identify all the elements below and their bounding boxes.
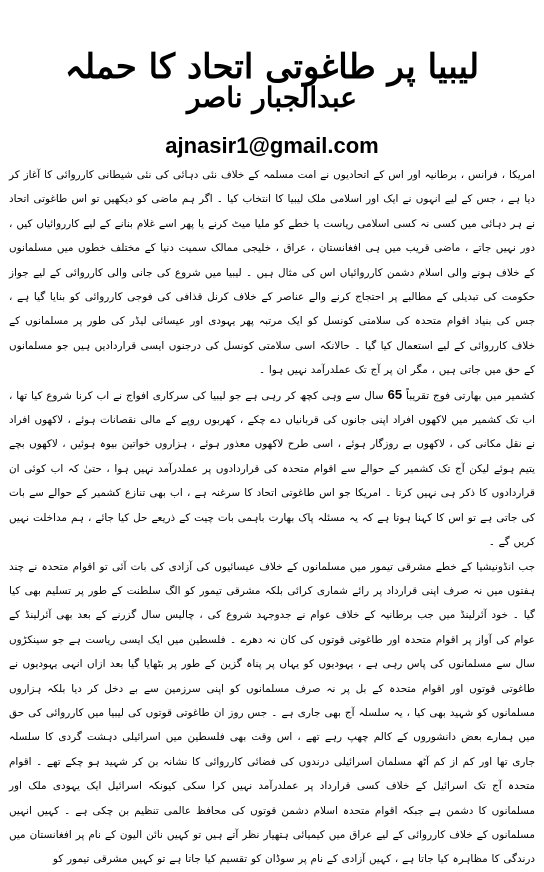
paragraph-2-text: سال سے وہی کچھ کر رہی ہے جو لیبیا کی سرکاری افواج نے اب کرنا شروع کیا تھا ، اب تک کشمیر میں لاکھوں افراد اپنی جانوں کی قربانیاں دے چکے ، کھربوں روپے کے مالی نقصانات ہوئے ، لاکھوں افراد نے نقل مکانی کی ، لاکھوں بے روزگار ہوئے ، اسی طرح لاکھوں معذور ہوئے ، ہزاروں خواتین بیوہ ہوئیں ، لاکھوں بچے یتیم ہوئے لیکن آج تک کشمیر کے حوالے سے اقوام متحدہ کی قراردادوں پر عملدرآمد نہیں ہوا ، حتیٰ کہ اب کوئی ان قراردادوں کا ذکر ہی نہیں کرتا ۔ امریکا جو اس طاغوتی اتحاد کا سرغنہ ہے ، اب بھی تنازع کشمیر کے حوالے سے بات کی جاتی ہے تو اس کا کہنا ہوتا ہے کہ یہ مسئلہ پاک بھارت باہمی بات چیت کے ذریعے حل کیا جائے ، ہم مداخلت نہیں کریں گے ۔ bbox=[9, 389, 535, 549]
paragraph-2 bbox=[9, 383, 535, 555]
author-email: ajnasir1@gmail.com bbox=[165, 133, 379, 158]
author-name: عبدالجبار ناصر bbox=[186, 81, 358, 114]
paragraph-2-prefix: کشمیر میں بھارتی فوج تقریباً bbox=[406, 389, 535, 402]
paragraph-1: امریکا ، فرانس ، برطانیہ اور اس کے اتحادیوں نے امت مسلمہ کے خلاف نئی دہائی کی نئی شیطانی کارروائی کا آغاز کر دیا ہے ، جس کے لیے انہوں نے ایک اور اسلامی ملک لیبیا کا انتخاب کیا ۔ اگر ہم ماضی کو دیکھیں تو اس طاغوتی اتحاد نے ہر دہائی میں کسی نہ کسی اسلامی ریاست یا خطے کو ملیا میٹ کرنے یا پھر اسے غلام بنانے کے لیے کارروائیاں کیں ، دور نہیں جاتے ، ماضی قریب میں ہی افغانستان ، عراق ، خلیجی ممالک سمیت دنیا کے مختلف خطوں میں مسلمانوں کے خلاف ہونے والی اسلام دشمن کارروائیاں اس کی مثال ہیں ۔ لیبیا میں شروع کی جانی والی کارروائی کے لیے جواز حکومت کی تبدیلی کے مطالبے پر احتجاج کرنے والے عناصر کے خلاف کرنل قذافی کی فوجی کارروائی کو بنایا گیا ہے ، جس کی بنیاد اقوام متحدہ کی سلامتی کونسل کو ایک مرتبہ پھر یہودی اور عیسائی لیڈر کی طور پر مسلمانوں کے خلاف کارروائی کے لیے استعمال کیا گیا ۔ حالانکہ اسی سلامتی کونسل کی درجنوں ایسی قراردادیں ہیں جو مسلمانوں کے حق میں جاتی ہیں ، مگر ان پر آج تک عملدرآمد نہیں ہوا ۔ bbox=[9, 169, 535, 377]
article-body bbox=[9, 163, 535, 872]
years-number: 65 bbox=[387, 386, 403, 402]
article-title: لیبیا پر طاغوتی اتحاد کا حملہ bbox=[64, 46, 480, 87]
paragraph-3: جب انڈونیشیا کے خطے مشرقی تیمور میں مسلمانوں کے خلاف عیسائیوں کی آزادی کی بات آئی تو اقوام متحدہ نے چند ہفتوں میں نہ صرف اپنی قرارداد پر رائے شماری کرائی بلکہ مشرقی تیمور کو الگ سلطنت کے طور پر تسلیم بھی کیا گیا ۔ خود آئرلینڈ میں جب برطانیہ کے خلاف عوام نے جدوجہد شروع کی ، چالیس سال گزرنے کے بعد بھی آئرلینڈ کے عوام کی آواز پر اقوام متحدہ اور طاغوتی قوتوں کی کان نہ دھرے ۔ فلسطین میں ایک ایسی ریاست ہے جو سینکڑوں سال سے مسلمانوں کی پاس رہی ہے ، یہودیوں کو یہاں پر پناہ گزین کے طور پر بٹھایا گیا بعد ازاں انہی یہودیوں نے طاغوتی قوتوں اور اقوام متحدہ کے بل پر نہ صرف مسلمانوں کو اپنی سرزمین سے بے دخل کر دیا بلکہ ہزاروں مسلمانوں کو شہید بھی کیا ، یہ سلسلہ آج بھی جاری ہے ۔ جس روز ان طاغوتی قوتوں کی لیبیا میں کارروائی کی حق میں ہمارے بعض دانشوروں کے کالم چھپ رہے تھے ، اس وقت بھی فلسطین میں اسرائیلی دہشت گردی کا سلسلہ جاری تھا اور کم از کم آٹھ مسلمان اسرائیلی درندوں کی فضائی کارروائی کا نشانہ بن کر شہید ہو چکے تھے ۔ اقوام متحدہ آج تک اسرائیل کے خلاف کسی قرارداد پر عملدرآمد نہیں کرا سکی کیونکہ اسرائیل ایک یہودی ملک اور مسلمانوں کا دشمن ہے جبکہ اقوام متحدہ اسلام دشمن قوتوں کی محافظ عالمی تنظیم بن چکی ہے ۔ کہیں انہیں مسلمانوں کے خلاف کارروائی کے لیے عراق میں کیمیائی ہتھیار نظر آتے ہیں تو کہیں نائن الیون کے نام پر افغانستان میں درندگی کا مظاہرہ کیا جاتا ہے ، کہیں آزادی کے نام پر سوڈان کو تقسیم کیا جاتا ہے تو کہیں مشرقی تیمور کو bbox=[9, 560, 535, 866]
